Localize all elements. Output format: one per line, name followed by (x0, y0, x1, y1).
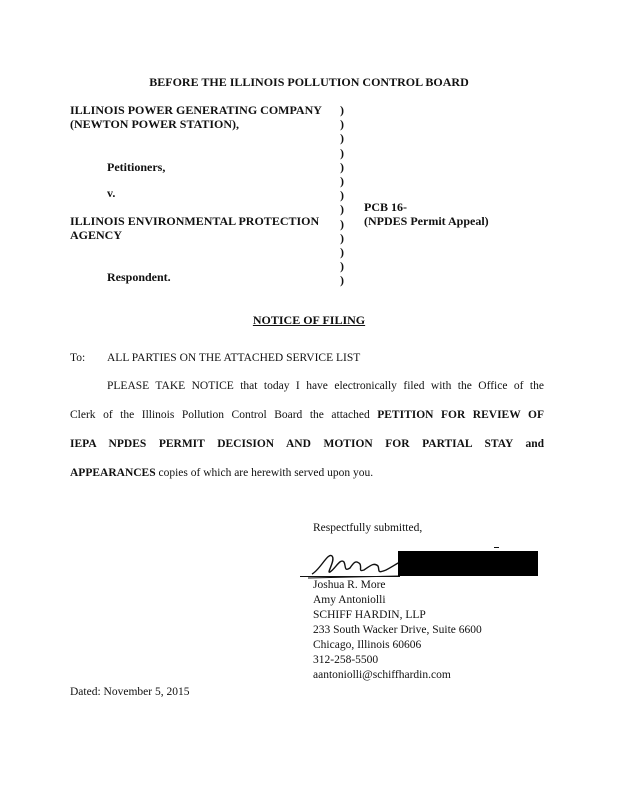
caption-parenthesis: ) (340, 245, 344, 260)
petition-title-part1: PETITION FOR REVIEW OF (377, 409, 544, 421)
email-address: aantoniolli@schiffhardin.com (313, 669, 451, 681)
versus-label: v. (107, 186, 116, 200)
case-type: (NPDES Permit Appeal) (364, 214, 489, 228)
caption-parenthesis: ) (340, 174, 344, 189)
phone-number: 312-258-5500 (313, 654, 379, 666)
body-line-1: PLEASE TAKE NOTICE that today I have electronically filed with the Office of the (107, 380, 544, 392)
respondent-label: Respondent. (107, 270, 171, 284)
petitioner-name-line1: ILLINOIS POWER GENERATING COMPANY (70, 103, 322, 117)
respondent-name-line2: AGENCY (70, 228, 123, 242)
caption-parenthesis: ) (340, 273, 344, 288)
notice-title: NOTICE OF FILING (252, 313, 366, 327)
closing: Respectfully submitted, (313, 522, 423, 534)
caption-parenthesis: ) (340, 103, 344, 117)
signature-line (300, 576, 400, 577)
caption-parenthesis: ) (340, 159, 344, 174)
caption-parenthesis: ) (340, 145, 344, 160)
redaction-tick (494, 547, 499, 548)
caption-parenthesis: ) (340, 216, 344, 231)
petitioners-label: Petitioners, (107, 160, 166, 174)
petitioner-name-line2: (NEWTON POWER STATION), (70, 117, 240, 131)
body-line-4 (70, 466, 373, 481)
to-value: ALL PARTIES ON THE ATTACHED SERVICE LIST (107, 352, 361, 364)
respondent-name-line1: ILLINOIS ENVIRONMENTAL PROTECTION (70, 214, 320, 228)
to-label: To: (70, 352, 86, 364)
body-line-2-text: Clerk of the Illinois Pollution Control Board the attached (70, 409, 378, 421)
body-line-2 (70, 408, 544, 423)
signature-address-block (313, 578, 482, 683)
caption-parenthesis-column (340, 103, 350, 288)
body-line-4-text: copies of which are herewith served upon you. (155, 467, 374, 479)
attorney-name-2: Amy Antoniolli (313, 594, 386, 606)
caption-parenthesis: ) (340, 188, 344, 203)
date-line: Dated: November 5, 2015 (70, 686, 190, 698)
attorney-name-1: Joshua R. More (313, 579, 386, 591)
case-number: PCB 16- (364, 200, 407, 214)
body-line-3: IEPA NPDES PERMIT DECISION AND MOTION FOR PARTIAL STAY and (70, 438, 544, 450)
caption-parenthesis: ) (340, 131, 344, 146)
redaction-box (398, 551, 538, 576)
street-address: 233 South Wacker Drive, Suite 6600 (313, 624, 482, 636)
caption-parenthesis: ) (340, 259, 344, 274)
caption-parenthesis: ) (340, 202, 344, 217)
caption-parenthesis: ) (340, 230, 344, 245)
court-heading: BEFORE THE ILLINOIS POLLUTION CONTROL BOARD (149, 75, 469, 89)
appearances-label: APPEARANCES (70, 467, 156, 479)
law-firm: SCHIFF HARDIN, LLP (313, 609, 426, 621)
city-state-zip: Chicago, Illinois 60606 (313, 639, 422, 651)
caption-parenthesis: ) (340, 117, 344, 132)
